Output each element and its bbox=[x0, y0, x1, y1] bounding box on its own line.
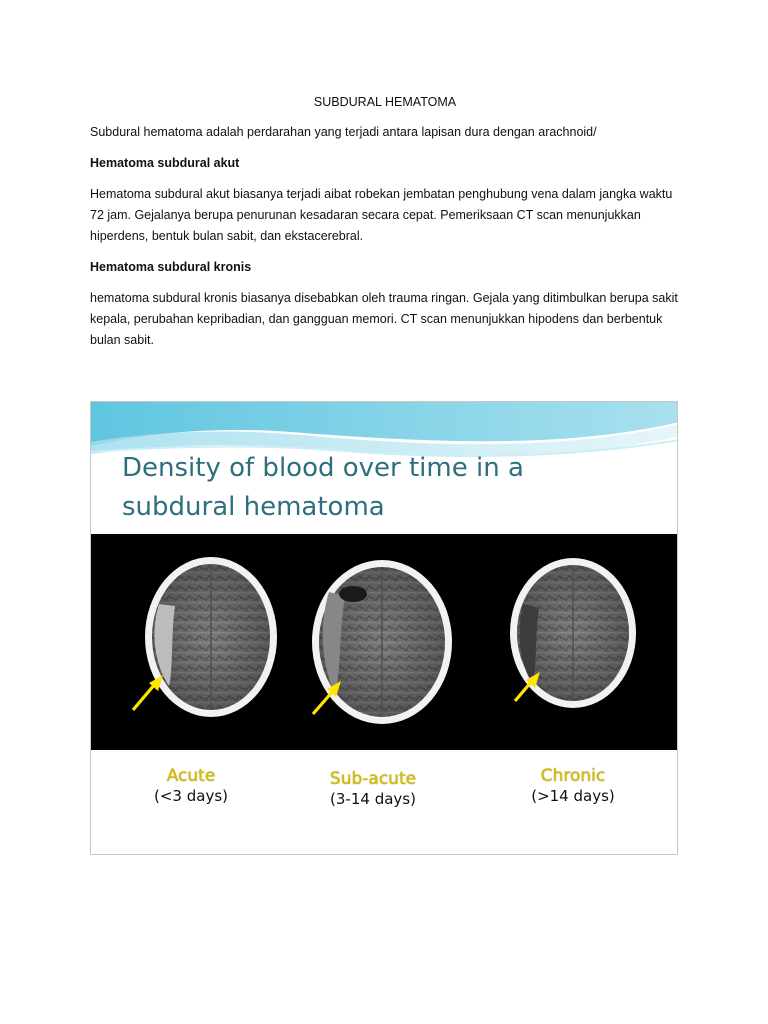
ct-scan-acute bbox=[133, 557, 277, 717]
slide-title bbox=[122, 449, 524, 527]
ct-scan-chronic bbox=[510, 558, 636, 708]
scan-captions bbox=[91, 750, 677, 855]
intro-paragraph: Subdural hematoma adalah perdarahan yang terjadi antara lapisan dura dengan arachnoid/ bbox=[90, 125, 597, 139]
caption-subacute-label: Sub-acute bbox=[329, 769, 417, 789]
section-text-acute: Hematoma subdural akut biasanya terjadi aibat robekan jembatan penghubung vena dalam jangka waktu 72 jam. Gejalanya berupa penurunan kesadaran secara cepat. Pemeriksaan CT scan menunjukkan hiperdens, bentuk bulan sabit, dan ekstacerebral. bbox=[90, 187, 673, 243]
ct-scan-strip bbox=[91, 534, 677, 750]
section-text-chronic: hematoma subdural kronis biasanya disebabkan oleh trauma ringan. Gejala yang ditimbulkan berupa sakit kepala, perubahan kepribadian, dan gangguan memori. CT scan menunjukkan hipodens dan berbentuk bulan sabit. bbox=[90, 291, 678, 347]
caption-acute-range: (<3 days) bbox=[154, 787, 228, 805]
ct-figure-slide bbox=[90, 401, 678, 855]
document-title: SUBDURAL HEMATOMA bbox=[313, 95, 457, 109]
caption-acute-label: Acute bbox=[166, 766, 216, 786]
section-heading-acute: Hematoma subdural akut bbox=[90, 156, 240, 170]
document-body bbox=[90, 92, 680, 361]
slide-header bbox=[91, 402, 677, 534]
arrow-subacute-icon bbox=[313, 691, 333, 714]
caption-chronic-range: (>14 days) bbox=[531, 787, 615, 805]
arrow-chronic-icon bbox=[515, 681, 532, 701]
slide-title-line2: subdural hematoma bbox=[122, 492, 385, 522]
arrow-acute-icon bbox=[133, 684, 155, 710]
caption-acute bbox=[121, 766, 261, 806]
caption-chronic bbox=[503, 766, 643, 806]
slide-title-line1: Density of blood over time in a bbox=[122, 453, 524, 483]
ct-scan-subacute bbox=[312, 560, 452, 724]
section-heading-chronic: Hematoma subdural kronis bbox=[90, 260, 252, 274]
caption-chronic-label: Chronic bbox=[540, 766, 606, 786]
caption-subacute-range: (3-14 days) bbox=[330, 790, 416, 808]
caption-subacute bbox=[303, 769, 443, 809]
